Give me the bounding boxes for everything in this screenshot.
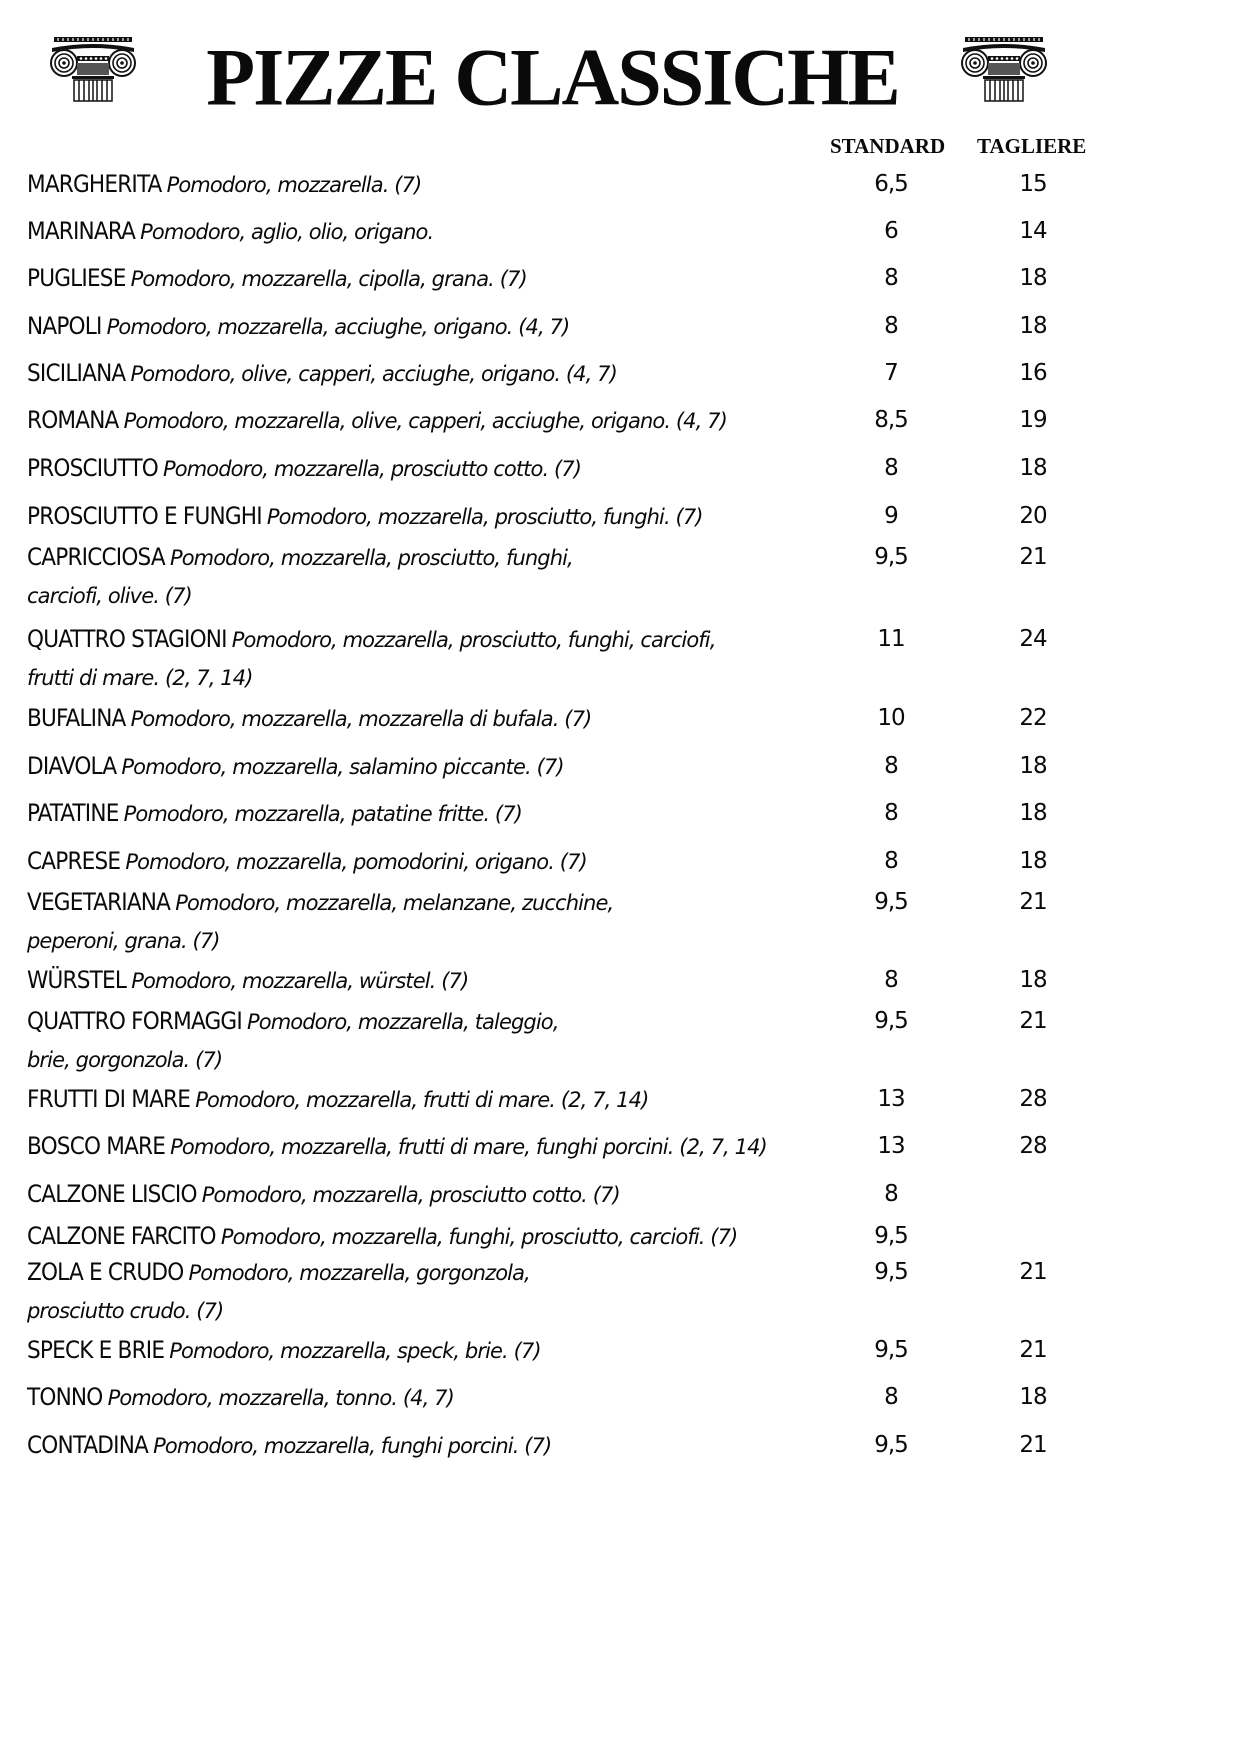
price-tagliere: 16 bbox=[1019, 360, 1047, 386]
menu-item-description bbox=[27, 795, 957, 834]
page-title: PIZZE CLASSICHE bbox=[206, 33, 899, 123]
price-tagliere: 18 bbox=[1019, 265, 1047, 291]
pizza-ingredients: Pomodoro, olive, capperi, acciughe, origano. (4, 7) bbox=[130, 362, 617, 386]
price-standard: 9,5 bbox=[874, 1337, 908, 1363]
pizza-name: PATATINE bbox=[27, 799, 119, 827]
menu-item-description bbox=[27, 166, 957, 205]
price-standard: 8 bbox=[884, 800, 898, 826]
price-tagliere: 14 bbox=[1019, 218, 1047, 244]
price-standard: 9,5 bbox=[874, 1432, 908, 1458]
ionic-column-capital-icon bbox=[961, 36, 1047, 102]
pizza-ingredients: Pomodoro, aglio, olio, origano. bbox=[140, 220, 434, 244]
menu-item-description bbox=[27, 402, 957, 441]
pizza-ingredients-continued: carciofi, olive. (7) bbox=[27, 584, 192, 608]
pizza-ingredients: Pomodoro, mozzarella, melanzane, zucchine, bbox=[175, 891, 614, 915]
pizza-name: CALZONE LISCIO bbox=[27, 1180, 197, 1208]
menu-item-description bbox=[27, 213, 957, 252]
pizza-name: QUATTRO FORMAGGI bbox=[27, 1007, 242, 1035]
menu-item-description bbox=[27, 884, 957, 961]
pizza-ingredients: Pomodoro, mozzarella, salamino piccante. (7) bbox=[121, 755, 564, 779]
pizza-name: PROSCIUTTO bbox=[27, 454, 158, 482]
pizza-ingredients: Pomodoro, mozzarella, funghi, prosciutto, carciofi. (7) bbox=[220, 1225, 738, 1249]
menu-item-description bbox=[27, 748, 957, 787]
pizza-ingredients-continued: brie, gorgonzola. (7) bbox=[27, 1048, 223, 1072]
menu-item-description bbox=[27, 1218, 957, 1257]
pizza-ingredients: Pomodoro, mozzarella, gorgonzola, bbox=[188, 1261, 530, 1285]
price-standard: 9,5 bbox=[874, 544, 908, 570]
pizza-ingredients-continued: prosciutto crudo. (7) bbox=[27, 1299, 224, 1323]
pizza-ingredients: Pomodoro, mozzarella, frutti di mare, funghi porcini. (2, 7, 14) bbox=[170, 1135, 767, 1159]
price-standard: 8,5 bbox=[874, 407, 908, 433]
column-header-tagliere: TAGLIERE bbox=[977, 134, 1087, 158]
pizza-ingredients: Pomodoro, mozzarella, acciughe, origano. (4, 7) bbox=[106, 315, 570, 339]
price-tagliere: 21 bbox=[1019, 1432, 1047, 1458]
pizza-name: SICILIANA bbox=[27, 359, 126, 387]
menu-item-description bbox=[27, 1379, 957, 1418]
pizza-name: NAPOLI bbox=[27, 312, 102, 340]
price-standard: 6,5 bbox=[874, 171, 908, 197]
pizza-ingredients: Pomodoro, mozzarella, würstel. (7) bbox=[131, 969, 469, 993]
price-tagliere: 21 bbox=[1019, 1337, 1047, 1363]
menu-item-description bbox=[27, 700, 957, 739]
pizza-name: BOSCO MARE bbox=[27, 1132, 166, 1160]
price-tagliere: 19 bbox=[1019, 407, 1047, 433]
price-tagliere: 24 bbox=[1019, 626, 1047, 652]
menu-item-description bbox=[27, 1081, 957, 1120]
pizza-name: ZOLA E CRUDO bbox=[27, 1258, 184, 1286]
pizza-ingredients: Pomodoro, mozzarella, tonno. (4, 7) bbox=[107, 1386, 454, 1410]
price-standard: 9,5 bbox=[874, 1008, 908, 1034]
price-tagliere: 18 bbox=[1019, 848, 1047, 874]
price-tagliere: 21 bbox=[1019, 1008, 1047, 1034]
pizza-ingredients: Pomodoro, mozzarella, patatine fritte. (7) bbox=[123, 802, 522, 826]
pizza-name: DIAVOLA bbox=[27, 752, 117, 780]
price-tagliere: 28 bbox=[1019, 1133, 1047, 1159]
pizza-name: CAPRICCIOSA bbox=[27, 543, 165, 571]
price-standard: 7 bbox=[884, 360, 898, 386]
pizza-name: CAPRESE bbox=[27, 847, 121, 875]
menu-item-description bbox=[27, 843, 957, 882]
menu-item-description bbox=[27, 621, 957, 698]
pizza-ingredients: Pomodoro, mozzarella, pomodorini, origano. (7) bbox=[125, 850, 587, 874]
pizza-ingredients: Pomodoro, mozzarella, olive, capperi, acciughe, origano. (4, 7) bbox=[123, 409, 727, 433]
price-standard: 6 bbox=[884, 218, 898, 244]
pizza-ingredients: Pomodoro, mozzarella, mozzarella di bufala. (7) bbox=[130, 707, 592, 731]
pizza-name: MARINARA bbox=[27, 217, 136, 245]
price-standard: 9,5 bbox=[874, 1223, 908, 1249]
pizza-ingredients: Pomodoro, mozzarella, prosciutto, funghi. (7) bbox=[266, 505, 703, 529]
menu-item-description bbox=[27, 450, 957, 489]
price-tagliere: 18 bbox=[1019, 753, 1047, 779]
price-standard: 13 bbox=[877, 1086, 905, 1112]
pizza-name: WÜRSTEL bbox=[27, 966, 127, 994]
price-standard: 8 bbox=[884, 455, 898, 481]
pizza-ingredients: Pomodoro, mozzarella, frutti di mare. (2, 7, 14) bbox=[195, 1088, 649, 1112]
menu-item-description bbox=[27, 1128, 957, 1167]
price-standard: 8 bbox=[884, 1181, 898, 1207]
price-standard: 11 bbox=[877, 626, 905, 652]
pizza-ingredients: Pomodoro, mozzarella, prosciutto cotto. (7) bbox=[201, 1183, 620, 1207]
column-header-standard: STANDARD bbox=[830, 134, 946, 158]
pizza-ingredients: Pomodoro, mozzarella, prosciutto cotto. (7) bbox=[163, 457, 582, 481]
price-tagliere: 18 bbox=[1019, 455, 1047, 481]
price-tagliere: 22 bbox=[1019, 705, 1047, 731]
pizza-name: VEGETARIANA bbox=[27, 888, 171, 916]
price-tagliere: 21 bbox=[1019, 1259, 1047, 1285]
pizza-ingredients: Pomodoro, mozzarella, taleggio, bbox=[247, 1010, 559, 1034]
price-standard: 8 bbox=[884, 313, 898, 339]
pizza-ingredients: Pomodoro, mozzarella, funghi porcini. (7) bbox=[153, 1434, 552, 1458]
price-standard: 8 bbox=[884, 848, 898, 874]
price-standard: 9,5 bbox=[874, 1259, 908, 1285]
price-standard: 8 bbox=[884, 265, 898, 291]
pizza-name: QUATTRO STAGIONI bbox=[27, 625, 227, 653]
menu-item-description bbox=[27, 1003, 957, 1080]
menu-item-description bbox=[27, 1254, 957, 1331]
price-standard: 8 bbox=[884, 967, 898, 993]
menu-item-description bbox=[27, 1427, 957, 1466]
price-standard: 9 bbox=[884, 503, 898, 529]
price-tagliere: 28 bbox=[1019, 1086, 1047, 1112]
pizza-ingredients: Pomodoro, mozzarella, speck, brie. (7) bbox=[169, 1339, 541, 1363]
menu-item-description bbox=[27, 1332, 957, 1371]
pizza-name: FRUTTI DI MARE bbox=[27, 1085, 191, 1113]
pizza-name: PUGLIESE bbox=[27, 264, 126, 292]
pizza-name: ROMANA bbox=[27, 406, 119, 434]
pizza-ingredients: Pomodoro, mozzarella, prosciutto, funghi, bbox=[169, 546, 573, 570]
pizza-ingredients-continued: frutti di mare. (2, 7, 14) bbox=[27, 666, 253, 690]
menu-item-description bbox=[27, 539, 957, 616]
price-tagliere: 18 bbox=[1019, 313, 1047, 339]
pizza-name: CALZONE FARCITO bbox=[27, 1222, 216, 1250]
pizza-ingredients: Pomodoro, mozzarella, cipolla, grana. (7) bbox=[130, 267, 527, 291]
menu-item-description bbox=[27, 962, 957, 1001]
price-standard: 13 bbox=[877, 1133, 905, 1159]
price-tagliere: 20 bbox=[1019, 503, 1047, 529]
menu-item-description bbox=[27, 1176, 957, 1215]
price-tagliere: 18 bbox=[1019, 967, 1047, 993]
pizza-name: CONTADINA bbox=[27, 1431, 149, 1459]
pizza-name: TONNO bbox=[27, 1383, 103, 1411]
pizza-name: PROSCIUTTO E FUNGHI bbox=[27, 502, 262, 530]
pizza-ingredients: Pomodoro, mozzarella, prosciutto, funghi, carciofi, bbox=[231, 628, 716, 652]
pizza-name: BUFALINA bbox=[27, 704, 126, 732]
price-standard: 10 bbox=[877, 705, 905, 731]
pizza-ingredients-continued: peperoni, grana. (7) bbox=[27, 929, 220, 953]
menu-item-description bbox=[27, 498, 957, 537]
pizza-ingredients: Pomodoro, mozzarella. (7) bbox=[166, 173, 422, 197]
price-standard: 8 bbox=[884, 1384, 898, 1410]
price-tagliere: 18 bbox=[1019, 800, 1047, 826]
price-standard: 9,5 bbox=[874, 889, 908, 915]
price-tagliere: 21 bbox=[1019, 544, 1047, 570]
price-tagliere: 15 bbox=[1019, 171, 1047, 197]
price-tagliere: 18 bbox=[1019, 1384, 1047, 1410]
price-standard: 8 bbox=[884, 753, 898, 779]
price-tagliere: 21 bbox=[1019, 889, 1047, 915]
pizza-name: MARGHERITA bbox=[27, 170, 162, 198]
menu-item-description bbox=[27, 308, 957, 347]
pizza-name: SPECK E BRIE bbox=[27, 1336, 165, 1364]
menu-item-description bbox=[27, 260, 957, 299]
menu-item-description bbox=[27, 355, 957, 394]
